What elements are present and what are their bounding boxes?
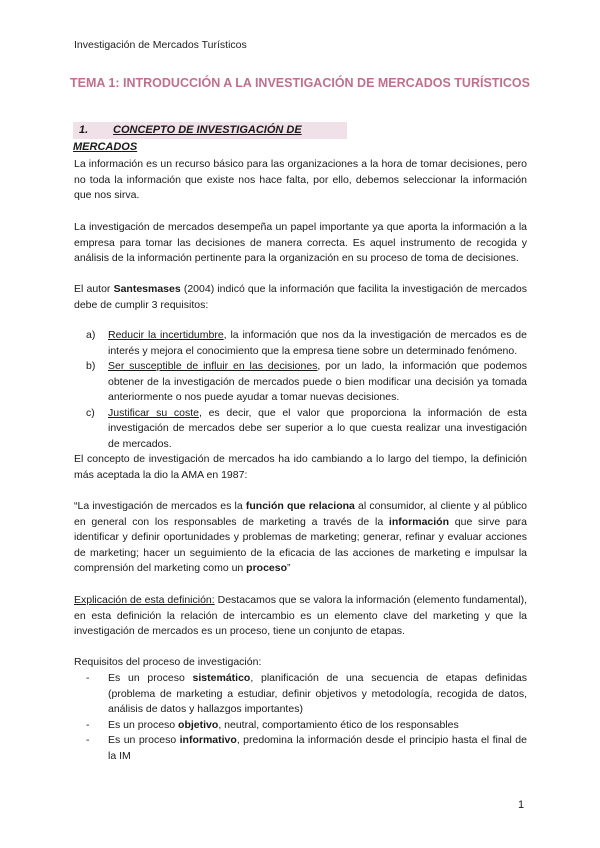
- list-item: a) Reducir la incertidumbre, la información que nos da la investigación de mercados es de interés y mejora el conocimiento que la empresa tiene sobre un determinado fenómeno.: [86, 329, 527, 357]
- list-item: - Es un proceso sistemático, planificación de una secuencia de etapas definidas (problema de marketing a estudiar, definir objetivos y metodología, recogida de datos, análisis de datos y hallazgos importantes): [86, 672, 527, 715]
- list-item-term: Ser susceptible de influir en las decisiones: [108, 360, 318, 372]
- page-number: 1: [518, 799, 525, 811]
- requisitos-proceso-list: [74, 671, 527, 764]
- paragraph-3: El autor Santesmases (2004) indicó que la información que facilita la investigación de mercados debe de cumplir 3 requisitos:: [74, 283, 527, 311]
- list-item: b) Ser susceptible de influir en las decisiones, por un lado, la información que podemos obtener de la investigación de mercados puede o bien modificar una decisión ya tomada anteriormente o nos puede ayudar a tomar nuevas decisiones.: [86, 360, 527, 403]
- paragraph-2: La investigación de mercados desempeña un papel importante ya que aporta la información a la empresa para tomar las decisiones de manera correcta. Es aquel instrumento de recogida y análisis de la información pertinente para la organización en su proceso de toma de decisiones.: [74, 221, 527, 264]
- running-header: Investigación de Mercados Turísticos: [74, 39, 247, 51]
- requisitos-proceso-intro: Requisitos del proceso de investigación:: [74, 656, 262, 668]
- section-number: 1.: [79, 124, 89, 136]
- list-item: - Es un proceso objetivo, neutral, comportamiento ético de los responsables: [86, 718, 459, 731]
- list-item: c) Justificar su coste, es decir, que el valor que proporciona la información de esta investigación de mercados debe ser superior a lo que cuesta realizar una investigación de mercados.: [86, 406, 527, 450]
- section-heading: [73, 122, 347, 153]
- paragraph-1: La información es un recurso básico para las organizaciones a la hora de tomar decisiones, pero no toda la información que existe nos hace falta, por ello, debemos seleccionar la información que nos sirva.: [74, 158, 527, 201]
- explicacion-paragraph: Explicación de esta definición: Destacamos que se valora la información (elemento fundamental), en esta definición la relación de intercambio es un elemento clave del marketing y que la investigación de mercados es un proceso, tiene un conjunto de etapas.: [74, 594, 528, 637]
- explicacion-label: Explicación de esta definición:: [74, 594, 215, 606]
- quote-paragraph: “La investigación de mercados es la función que relaciona al consumidor, al cliente y al público en general con los responsables de marketing a través de la información que sirve para identificar y definir oportunidades y problemas de marketing; generar, refinar y evaluar acciones de marketing; hacer un seguimiento de la eficacia de las acciones de marketing e impulsar la comprensión del marketing como un proceso”: [74, 500, 527, 574]
- list-item-term: Reducir la incertidumbre: [108, 329, 224, 341]
- list-item-term: Justificar su coste: [108, 406, 199, 419]
- requisitos-list: [74, 328, 527, 452]
- section-title: CONCEPTO DE INVESTIGACIÓN DE MERCADOS: [73, 124, 302, 153]
- paragraph-4: El concepto de investigación de mercados ha ido cambiando a lo largo del tiempo, la definición más aceptada la dio la AMA en 1987:: [74, 453, 527, 481]
- author-name: Santesmases: [113, 283, 181, 295]
- page-title: TEMA 1: INTRODUCCIÓN A LA INVESTIGACIÓN DE MERCADOS TURÍSTICOS: [70, 76, 530, 90]
- list-item: - Es un proceso informativo, predomina la información desde el principio hasta el final de la IM: [86, 734, 527, 762]
